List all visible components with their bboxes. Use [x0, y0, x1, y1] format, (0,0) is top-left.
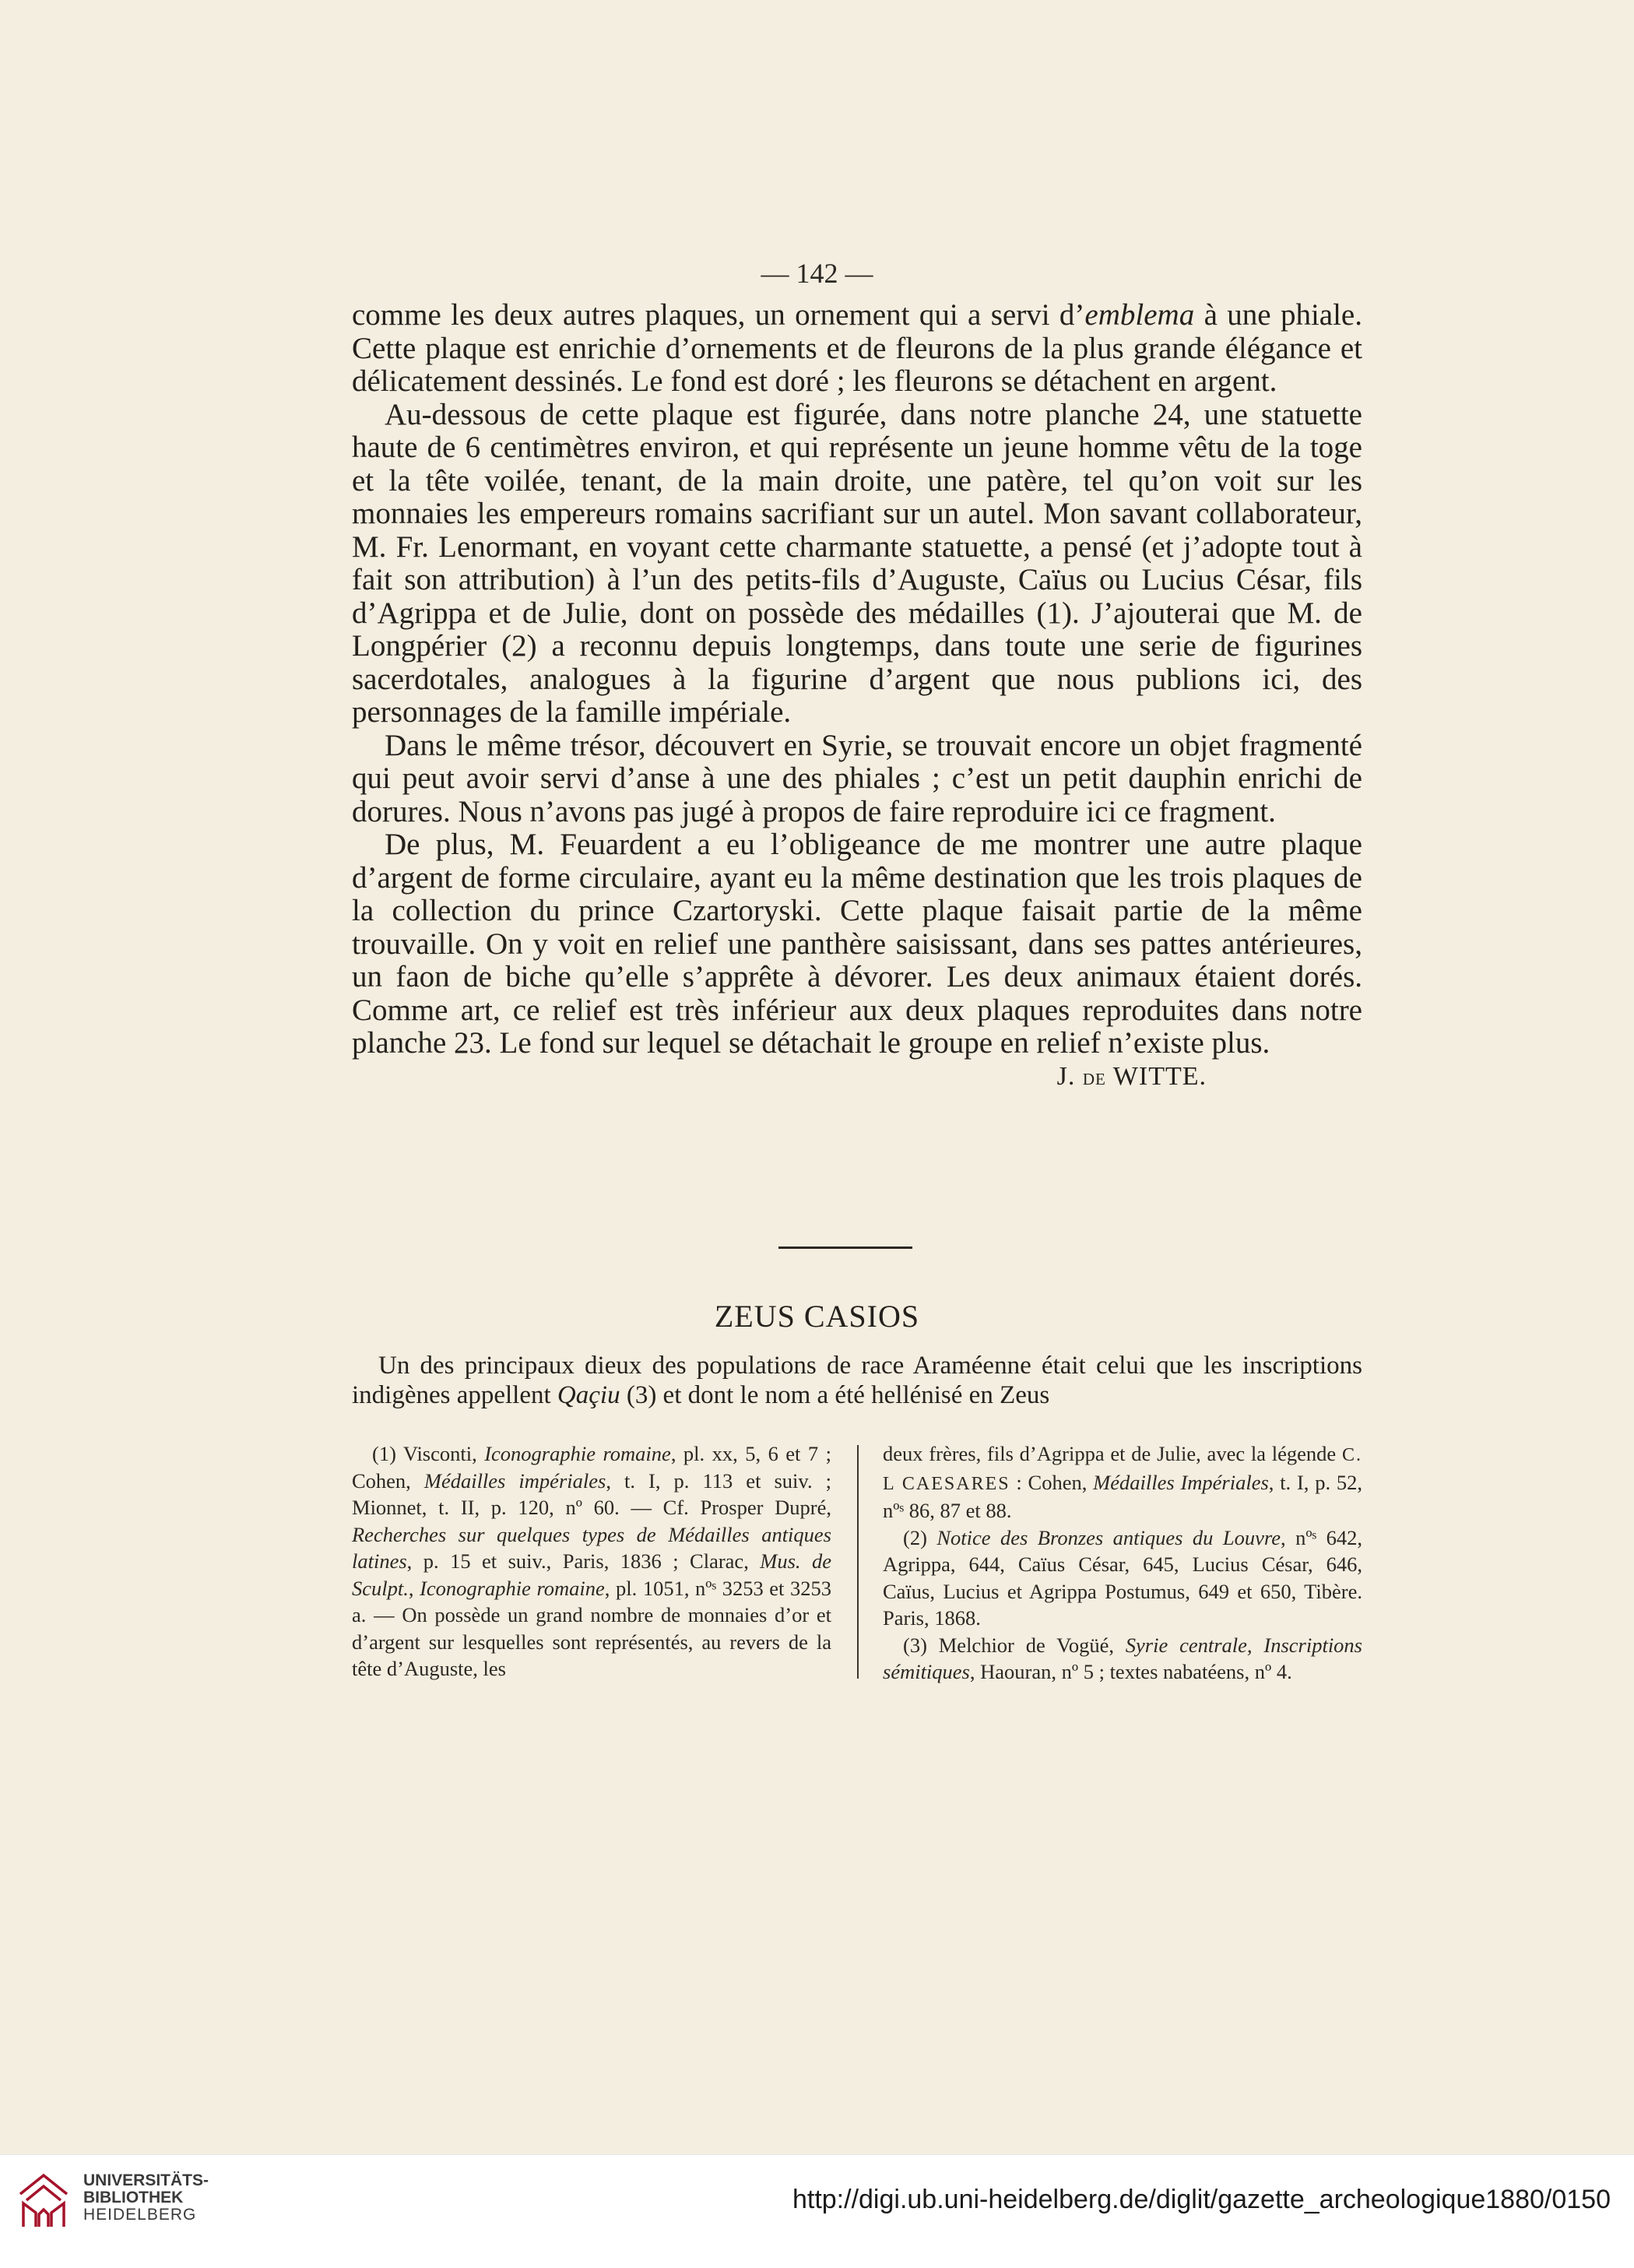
fn1-italic-2: Médailles impériales	[423, 1468, 606, 1493]
signature-initial: J.	[1056, 1061, 1076, 1091]
paragraph-1	[352, 299, 1362, 399]
fn1-text-6: , pl. 1051, nºˢ 3253 et 3253 a. — On possède un grand nombre de monnaies d’or et d’argent sur lesquelles sont représentés, au revers de la tête d’Auguste, les	[352, 1576, 831, 1680]
fn1c-text-2: : Cohen,	[1010, 1470, 1094, 1494]
fn3-text-1: (3) Melchior de Vogüé,	[903, 1633, 1126, 1657]
article-title: ZEUS CASIOS	[714, 1299, 920, 1334]
fn1c-text-3: , t. I, p. 52, nºˢ 86, 87 et 88.	[883, 1470, 1362, 1522]
fn2-italic-1: Notice des Bronzes antiques du Louvre	[936, 1525, 1281, 1549]
fn3-text-2: , Haouran, nº 5 ; textes nabatéens, nº 4.	[969, 1660, 1292, 1683]
fn1-text-4: , p. 15 et suiv., Paris, 1836 ; Clarac,	[406, 1549, 761, 1573]
signature-name: WITTE.	[1112, 1061, 1207, 1091]
footnote-1-continued	[883, 1440, 1362, 1524]
fn1-text-3: , t. I, p. 113 et suiv. ; Mionnet, t. II, p. 120, nº 60. — Cf. Prosper Dupré,	[352, 1468, 831, 1519]
article-body	[352, 299, 1362, 1094]
footnote-3	[883, 1632, 1362, 1686]
fn1-italic-1: Iconographie romaine	[484, 1442, 671, 1465]
paragraph-3: Dans le même trésor, découvert en Syrie, se trouvait encore un objet fragmenté qui peut avoir servi d’anse à une des phiales ; c’est un petit dauphin enrichi de dorures. Nous n’avons pas jugé à propos de faire reproduire ici ce fragment.	[352, 728, 1362, 828]
fn1-text-2: , pl. xx, 5, 6 et 7 ; Cohen,	[352, 1442, 831, 1493]
library-name-line-3: HEIDELBERG	[83, 2206, 197, 2224]
emblema-term: emblema	[1084, 298, 1195, 332]
paragraph-2: Au-dessous de cette plaque est figurée, dans notre planche 24, une statuette haute de 6 centimètres environ, et qui représente un jeune homme vêtu de la toge et la tête voilée, tenant, de la main droite, une patère, tel qu’on voit sur les monnaies les empereurs romains sacrifiant sur un autel. Mon savant collaborateur, M. Fr. Lenormant, en voyant cette charmante statuette, a pensé (et j’adopte tout à fait son attribution) à l’un des petits-fils d’Auguste, Caïus ou Lucius César, fils d’Agrippa et de Julie, dont on possède des médailles (1). J’ajouterai que M. de Longpérier (2) a reconnu depuis longtemps, dans toute une serie de figurines sacerdotales, analogues à la figurine d’argent que nous publions ici, des personnages de la famille impériale.	[352, 397, 1362, 729]
paragraph-4	[352, 828, 1362, 1091]
library-name	[83, 2172, 209, 2224]
fn1-italic-5: Iconographie romaine	[420, 1576, 605, 1600]
source-url[interactable]: http://digi.ub.uni-heidelberg.de/diglit/gazette_archeologique1880/0150	[792, 2185, 1611, 2214]
footnotes-right-column	[883, 1440, 1362, 1686]
fn1-text-5: ,	[408, 1576, 420, 1600]
library-footer	[0, 2154, 1634, 2268]
intro-text-a: Un des principaux dieux des populations de race Araméenne était celui que les inscriptions indigènes appellent	[352, 1352, 1362, 1409]
intro-text-b: (3) et dont le nom a été hellénisé en Zeus	[620, 1381, 1050, 1409]
footnotes-left-column	[352, 1440, 831, 1683]
author-signature	[1024, 1060, 1207, 1095]
paragraph-1-text-a: comme les deux autres plaques, un ornement qui a servi d’	[352, 298, 1085, 332]
fn1-italic-3: Recherches sur quelques types de Médailles antiques latines	[352, 1522, 831, 1573]
coin-legend: C. L CAESARES	[883, 1445, 1362, 1494]
fn2-text-2: , nºˢ 642, Agrippa, 644, Caïus César, 645, Lucius César, 646, Caïus, Lucius et Agrippa Postumus, 649 et 650, Tibère. Paris, 1868.	[883, 1525, 1363, 1630]
section-separator	[778, 1247, 912, 1249]
page-number: — 142 —	[761, 258, 873, 289]
paragraph-1-text-b: à une phiale. Cette plaque est enrichie d’ornements et de fleurons de la plus grande élégance et délicatement dessinés. Le fond est doré ; les fleurons se détachent en argent.	[352, 298, 1362, 398]
fn1-text-1: (1) Visconti,	[372, 1442, 485, 1465]
footnote-1	[352, 1440, 831, 1683]
footnote-2	[883, 1524, 1362, 1632]
fn1-italic-4: Mus. de Sculpt.	[352, 1549, 832, 1600]
library-name-line-2: BIBLIOTHEK	[83, 2189, 184, 2206]
fn1c-italic-1: Médailles Impériales	[1093, 1470, 1269, 1494]
signature-particle: de	[1082, 1064, 1106, 1090]
fn2-text-1: (2)	[903, 1525, 937, 1549]
fn3-italic-1: Syrie centrale, Inscriptions sémitiques	[883, 1633, 1362, 1683]
intro-paragraph	[352, 1351, 1362, 1410]
footnote-column-divider	[857, 1445, 859, 1679]
library-name-line-1: UNIVERSITÄTS-	[83, 2171, 209, 2189]
paragraph-4-text: De plus, M. Feuardent a eu l’obligeance de me montrer une autre plaque d’argent de forme circulaire, ayant eu la même destination que les trois plaques de la collection du prince Czartoryski. Cette plaque faisait partie de la même trouvaille. On y voit en relief une panthère saisissant, dans ses pattes antérieures, un faon de biche qu’elle s’apprête à dévorer. Les deux animaux étaient dorés. Comme art, ce relief est très inférieur aux deux plaques reproduites dans notre planche 23. Le fond sur lequel se détachait le groupe en relief n’existe plus.	[352, 828, 1362, 1060]
fn1c-text-1: deux frères, fils d’Agrippa et de Julie, avec la légende	[883, 1442, 1342, 1465]
qaciu-term: Qaçiu	[557, 1381, 620, 1409]
university-library-logo-icon	[16, 2171, 72, 2231]
